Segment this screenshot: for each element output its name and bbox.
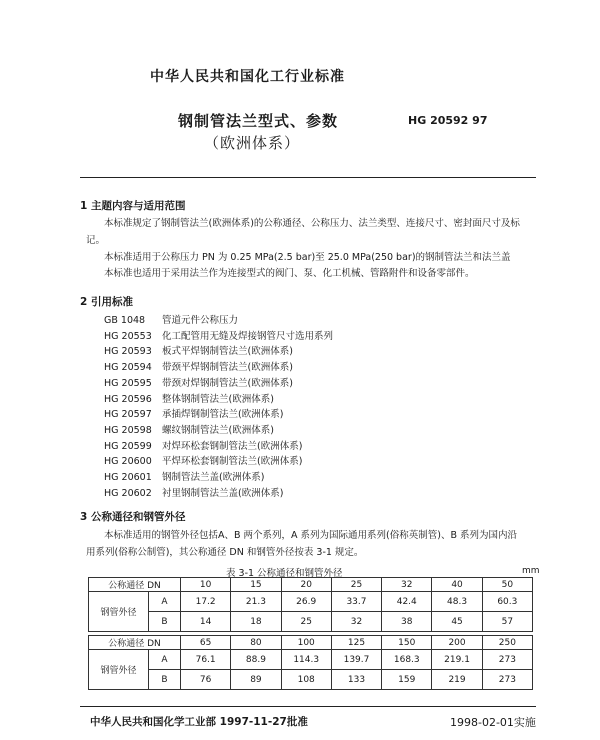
od-cell: 168.3 <box>382 650 432 670</box>
dn-cell: 80 <box>231 636 281 650</box>
od-cell: 18 <box>231 612 281 632</box>
footer-divider <box>80 706 536 707</box>
od-cell: 108 <box>281 670 331 690</box>
section-3-heading: 3 公称通径和钢管外径 <box>80 511 186 523</box>
dn-header-cell: 公称通径 DN <box>89 578 181 592</box>
od-cell: 32 <box>331 612 381 632</box>
od-cell: 219.1 <box>432 650 482 670</box>
od-cell: 60.3 <box>482 592 532 612</box>
reference-title: 螺纹钢制管法兰(欧洲体系) <box>162 424 274 436</box>
od-header-cell: 钢管外径 <box>89 592 149 632</box>
od-cell: 21.3 <box>231 592 281 612</box>
dn-cell: 15 <box>231 578 281 592</box>
reference-code: HG 20600 <box>104 456 152 468</box>
table-row <box>89 612 533 632</box>
dn-od-table <box>88 577 533 690</box>
series-label-cell: B <box>149 670 181 690</box>
dn-cell: 125 <box>331 636 381 650</box>
od-cell: 76 <box>181 670 231 690</box>
od-cell: 57 <box>482 612 532 632</box>
od-cell: 89 <box>231 670 281 690</box>
reference-title: 承插焊钢制管法兰(欧洲体系) <box>162 409 284 421</box>
reference-item <box>104 376 333 392</box>
standard-code: HG 20592 97 <box>408 114 488 127</box>
reference-item <box>104 329 333 345</box>
reference-code: HG 20594 <box>104 362 152 374</box>
reference-item <box>104 360 333 376</box>
reference-item <box>104 313 333 329</box>
reference-list <box>104 313 333 501</box>
od-cell: 33.7 <box>331 592 381 612</box>
od-cell: 133 <box>331 670 381 690</box>
section-1-paragraph-1-line-2: 记。 <box>86 235 106 246</box>
od-cell: 139.7 <box>331 650 381 670</box>
od-cell: 273 <box>482 670 532 690</box>
od-cell: 38 <box>382 612 432 632</box>
reference-code: HG 20602 <box>104 487 152 499</box>
table-row <box>89 670 533 690</box>
section-1-paragraph-2: 本标准适用于公称压力 PN 为 0.25 MPa(2.5 bar)至 25.0 MPa(250 bar)的钢制管法兰和法兰盖 <box>104 252 511 263</box>
document-subtitle: （欧洲体系） <box>204 134 301 152</box>
dn-cell: 100 <box>281 636 331 650</box>
series-label-cell: A <box>149 592 181 612</box>
section-3-paragraph-line-1: 本标准适用的钢管外径包括A、B 两个系列，A 系列为国际通用系列(俗称英制管)、B 系列为国内沿 <box>104 530 518 541</box>
od-cell: 48.3 <box>432 592 482 612</box>
reference-code: HG 20597 <box>104 409 152 421</box>
table-caption: 表 3-1 公称通径和钢管外径 <box>226 568 343 579</box>
reference-title: 带颈对焊钢制管法兰(欧洲体系) <box>162 377 293 389</box>
table-unit: mm <box>522 566 540 576</box>
reference-code: HG 20593 <box>104 346 152 358</box>
table-row <box>89 578 533 592</box>
reference-code: HG 20595 <box>104 377 152 389</box>
reference-title: 管道元件公称压力 <box>162 315 239 326</box>
reference-code: HG 20599 <box>104 440 152 452</box>
reference-title: 板式平焊钢制管法兰(欧洲体系) <box>162 346 293 358</box>
reference-title: 衬里钢制管法兰盖(欧洲体系) <box>162 487 284 499</box>
reference-title: 整体钢制管法兰(欧洲体系) <box>162 393 274 405</box>
dn-cell: 40 <box>432 578 482 592</box>
reference-title: 平焊环松套钢制管法兰(欧洲体系) <box>162 456 303 468</box>
od-cell: 114.3 <box>281 650 331 670</box>
reference-code: GB 1048 <box>104 315 146 326</box>
od-header-cell: 钢管外径 <box>89 650 149 690</box>
header-divider <box>80 177 536 178</box>
reference-item <box>104 344 333 360</box>
reference-title: 化工配管用无缝及焊接钢管尺寸选用系列 <box>162 330 334 342</box>
reference-code: HG 20598 <box>104 424 152 436</box>
reference-code: HG 20596 <box>104 393 152 405</box>
od-cell: 17.2 <box>181 592 231 612</box>
reference-title: 带颈平焊钢制管法兰(欧洲体系) <box>162 362 293 374</box>
effective-date: 1998-02-01实施 <box>450 716 536 729</box>
dn-cell: 200 <box>432 636 482 650</box>
dn-cell: 10 <box>181 578 231 592</box>
reference-item <box>104 470 333 486</box>
reference-code: HG 20601 <box>104 472 152 484</box>
reference-item <box>104 439 333 455</box>
section-2-heading: 2 引用标准 <box>80 296 133 308</box>
series-label-cell: A <box>149 650 181 670</box>
od-cell: 14 <box>181 612 231 632</box>
reference-title: 钢制管法兰盖(欧洲体系) <box>162 472 265 484</box>
od-cell: 42.4 <box>382 592 432 612</box>
reference-item <box>104 486 333 502</box>
od-cell: 26.9 <box>281 592 331 612</box>
dn-cell: 20 <box>281 578 331 592</box>
od-cell: 76.1 <box>181 650 231 670</box>
section-1-paragraph-1-line-1: 本标准规定了钢制管法兰(欧洲体系)的公称通径、公称压力、法兰类型、连接尺寸、密封面尺寸及标 <box>104 218 520 229</box>
section-1-heading: 1 主题内容与适用范围 <box>80 200 186 212</box>
reference-item <box>104 423 333 439</box>
document-title: 钢制管法兰型式、参数 <box>178 112 339 130</box>
od-cell: 25 <box>281 612 331 632</box>
dn-cell: 25 <box>331 578 381 592</box>
od-cell: 219 <box>432 670 482 690</box>
dn-cell: 32 <box>382 578 432 592</box>
dn-cell: 50 <box>482 578 532 592</box>
table-row <box>89 636 533 650</box>
table-row <box>89 650 533 670</box>
od-cell: 88.9 <box>231 650 281 670</box>
reference-title: 对焊环松套钢制管法兰(欧洲体系) <box>162 440 303 452</box>
od-cell: 273 <box>482 650 532 670</box>
table-row <box>89 592 533 612</box>
approval-line: 中华人民共和国化学工业部 1997-11-27批准 <box>90 716 308 728</box>
section-1-paragraph-3: 本标准也适用于采用法兰作为连接型式的阀门、泵、化工机械、管路附件和设备零部件。 <box>104 268 475 279</box>
dn-header-cell: 公称通径 DN <box>89 636 181 650</box>
section-3-paragraph-line-2: 用系列(俗称公制管)，其公称通径 DN 和钢管外径按表 3-1 规定。 <box>86 547 364 558</box>
series-label-cell: B <box>149 612 181 632</box>
od-cell: 159 <box>382 670 432 690</box>
dn-cell: 150 <box>382 636 432 650</box>
reference-code: HG 20553 <box>104 330 152 342</box>
od-cell: 45 <box>432 612 482 632</box>
dn-cell: 65 <box>181 636 231 650</box>
reference-item <box>104 392 333 408</box>
dn-cell: 250 <box>482 636 532 650</box>
reference-item <box>104 454 333 470</box>
reference-item <box>104 407 333 423</box>
issuing-organization: 中华人民共和国化工行业标准 <box>150 69 345 85</box>
